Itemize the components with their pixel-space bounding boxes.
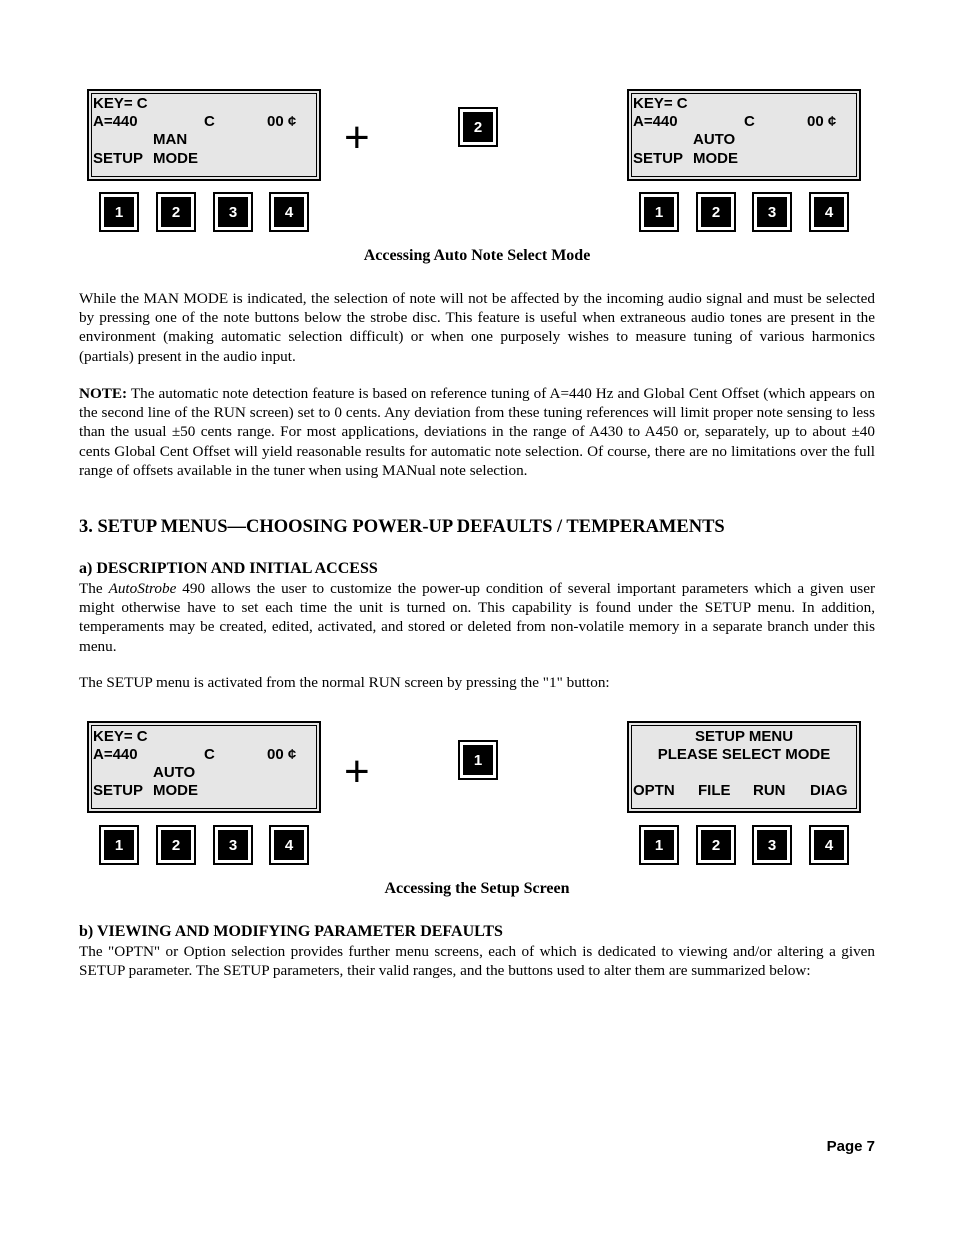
press-button-1[interactable] (458, 740, 498, 780)
lcd-a440-label: A=440 (93, 746, 138, 763)
lcd-mode-label: MODE (693, 150, 738, 167)
button-label: 4 (814, 197, 844, 227)
lcd-key-label: KEY= C (633, 95, 688, 112)
lcd-cents-label: 00 ¢ (807, 113, 837, 130)
lcd-key-label: KEY= C (93, 95, 148, 112)
button-label: 3 (218, 830, 248, 860)
paragraph-description (79, 579, 875, 656)
button-label: 2 (463, 112, 493, 142)
lcd-option-optn: OPTN (633, 782, 675, 799)
button-4[interactable] (269, 825, 309, 865)
button-label: 3 (218, 197, 248, 227)
lcd-key-label: KEY= C (93, 728, 148, 745)
press-button-2[interactable] (458, 107, 498, 147)
button-label: 1 (463, 745, 493, 775)
button-2[interactable] (696, 192, 736, 232)
button-label: 2 (161, 197, 191, 227)
button-label: 1 (644, 830, 674, 860)
lcd-note-label: C (744, 113, 755, 130)
button-3[interactable] (213, 192, 253, 232)
button-2[interactable] (156, 192, 196, 232)
lcd-mode-value: AUTO (153, 764, 196, 781)
lcd-display-man-mode (87, 89, 321, 181)
button-label: 1 (104, 830, 134, 860)
lcd-display-setup-menu (627, 721, 861, 813)
button-label: 1 (644, 197, 674, 227)
product-name: AutoStrobe (108, 580, 177, 597)
lcd-setup-label: SETUP (93, 782, 144, 799)
button-3[interactable] (213, 825, 253, 865)
paragraph-note (79, 384, 875, 480)
lcd-a440-label: A=440 (93, 113, 138, 130)
button-2[interactable] (696, 825, 736, 865)
lcd-setup-label: SETUP (93, 150, 144, 167)
button-label: 1 (104, 197, 134, 227)
paragraph-setup-activation: The SETUP menu is activated from the normal RUN screen by pressing the "1" button: (79, 674, 610, 691)
plus-sign: + (344, 113, 370, 162)
button-label: 3 (757, 197, 787, 227)
button-3[interactable] (752, 192, 792, 232)
button-label: 2 (701, 197, 731, 227)
lcd-cents-label: 00 ¢ (267, 746, 297, 763)
page-number: Page 7 (826, 1138, 875, 1155)
note-label: NOTE: (79, 385, 128, 402)
plus-sign: + (344, 747, 370, 796)
lcd-display-auto-mode (627, 89, 861, 181)
button-4[interactable] (269, 192, 309, 232)
button-1[interactable] (639, 825, 679, 865)
lcd-menu-title: SETUP MENU (694, 728, 794, 745)
lcd-note-label: C (204, 113, 215, 130)
button-label: 3 (757, 830, 787, 860)
button-4[interactable] (809, 192, 849, 232)
lcd-menu-prompt: PLEASE SELECT MODE (657, 746, 831, 763)
button-label: 2 (701, 830, 731, 860)
lcd-option-diag: DIAG (810, 782, 848, 799)
subsection-heading-a: a) DESCRIPTION AND INITIAL ACCESS (79, 560, 378, 577)
lcd-option-file: FILE (698, 782, 731, 799)
button-label: 4 (274, 197, 304, 227)
button-1[interactable] (639, 192, 679, 232)
button-label: 2 (161, 830, 191, 860)
lcd-note-label: C (204, 746, 215, 763)
lcd-display-auto-mode (87, 721, 321, 813)
button-3[interactable] (752, 825, 792, 865)
button-label: 4 (274, 830, 304, 860)
button-1[interactable] (99, 825, 139, 865)
button-label: 4 (814, 830, 844, 860)
button-2[interactable] (156, 825, 196, 865)
button-4[interactable] (809, 825, 849, 865)
subsection-heading-b: b) VIEWING AND MODIFYING PARAMETER DEFAULTS (79, 923, 503, 940)
note-text: The automatic note detection feature is based on reference tuning of A=440 Hz and Global Cent Offset (which appears on the second line of the RUN screen) set to 0 cents. Any deviation from these tuning references will limit proper note sensing to less than the usual ±50 cents range. For most applications, deviations in the range of A430 to A450 or, separately, up to about ±40 cents Global Cent Offset will yield reasonable results for automatic note selection. Of course, there are no limitations over the full range of offsets available in the tuner when using MANual note selection. (79, 385, 875, 479)
lcd-a440-label: A=440 (633, 113, 678, 130)
figure-caption: Accessing Auto Note Select Mode (363, 247, 591, 264)
text-span: 490 allows the user to customize the power-up condition of several important parameters which a given user might otherwise have to set each time the unit is turned on. This capability is found under the SETUP menu. In addition, temperaments may be created, edited, activated, and stored or deleted from non-volatile memory in a separate branch under this menu. (79, 580, 875, 655)
lcd-mode-label: MODE (153, 782, 198, 799)
figure-caption: Accessing the Setup Screen (384, 880, 570, 897)
paragraph-man-mode: While the MAN MODE is indicated, the selection of note will not be affected by the incoming audio signal and must be selected by pressing one of the note buttons below the strobe disc. This feature is useful when extraneous audio tones are present in the environment (making automatic selection difficult) or when one purposely wishes to measure tuning of various harmonics (partials) present in the audio input. (79, 290, 875, 365)
section-heading: 3. SETUP MENUS—CHOOSING POWER-UP DEFAULTS / TEMPERAMENTS (79, 517, 725, 537)
lcd-mode-label: MODE (153, 150, 198, 167)
lcd-option-run: RUN (753, 782, 786, 799)
lcd-setup-label: SETUP (633, 150, 684, 167)
button-1[interactable] (99, 192, 139, 232)
lcd-mode-value: MAN (153, 131, 188, 148)
lcd-cents-label: 00 ¢ (267, 113, 297, 130)
paragraph-optn: The "OPTN" or Option selection provides further menu screens, each of which is dedicated to viewing and/or altering a given SETUP parameter. The SETUP parameters, their valid ranges, and the buttons used to alter them are summarized below: (79, 943, 875, 980)
lcd-mode-value: AUTO (693, 131, 736, 148)
text-span: The (79, 580, 109, 597)
